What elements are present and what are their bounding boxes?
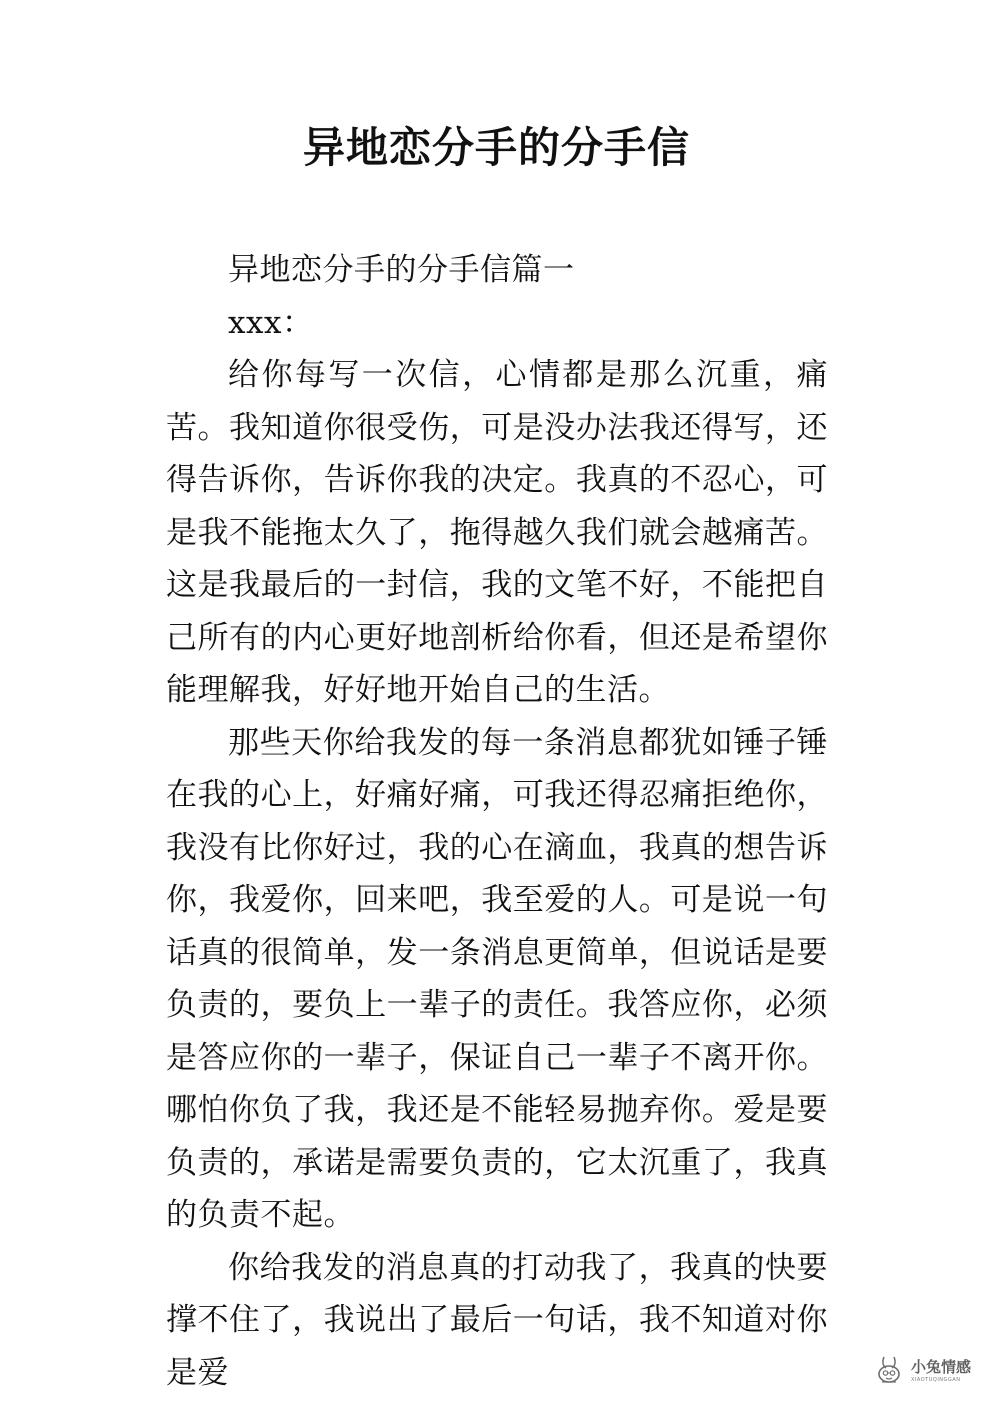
- document-body: [166, 244, 828, 1399]
- paragraph-3: 你给我发的消息真的打动我了，我真的快要撑不住了，我说出了最后一句话，我不知道对你是爱: [166, 1249, 828, 1391]
- rabbit-logo-icon: [873, 1354, 907, 1388]
- paragraph-1: 给你每写一次信，心情都是那么沉重，痛苦。我知道你很受伤，可是没办法我还得写，还得告诉你，告诉你我的决定。我真的不忍心，可是我不能拖太久了，拖得越久我们就会越痛苦。这是我最后的一封信，我的文笔不好，不能把自己所有的内心更好地剖析给你看，但还是希望你能理解我，好好地开始自己的生活。: [166, 357, 828, 708]
- page-title: 异地恋分手的分手信: [302, 123, 690, 172]
- watermark-name: 小兔情感: [911, 1358, 972, 1376]
- watermark-subtext: XIAOTUQINGGAN: [911, 1377, 961, 1383]
- salutation: xxx：: [228, 304, 314, 341]
- paragraph-2: 那些天你给我发的每一条消息都犹如锤子锤在我的心上，好痛好痛，可我还得忍痛拒绝你，我没有比你好过，我的心在滴血，我真的想告诉你，我爱你，回来吧，我至爱的人。可是说一句话真的很简单，发一条消息更简单，但说话是要负责的，要负上一辈子的责任。我答应你，必须是答应你的一辈子，保证自己一辈子不离开你。哪怕你负了我，我还是不能轻易抛弃你。爱是要负责的，承诺是需要负责的，它太沉重了，我真的负责不起。: [166, 724, 828, 1233]
- watermark: [873, 1348, 983, 1394]
- section-subtitle: 异地恋分手的分手信篇一: [228, 252, 575, 288]
